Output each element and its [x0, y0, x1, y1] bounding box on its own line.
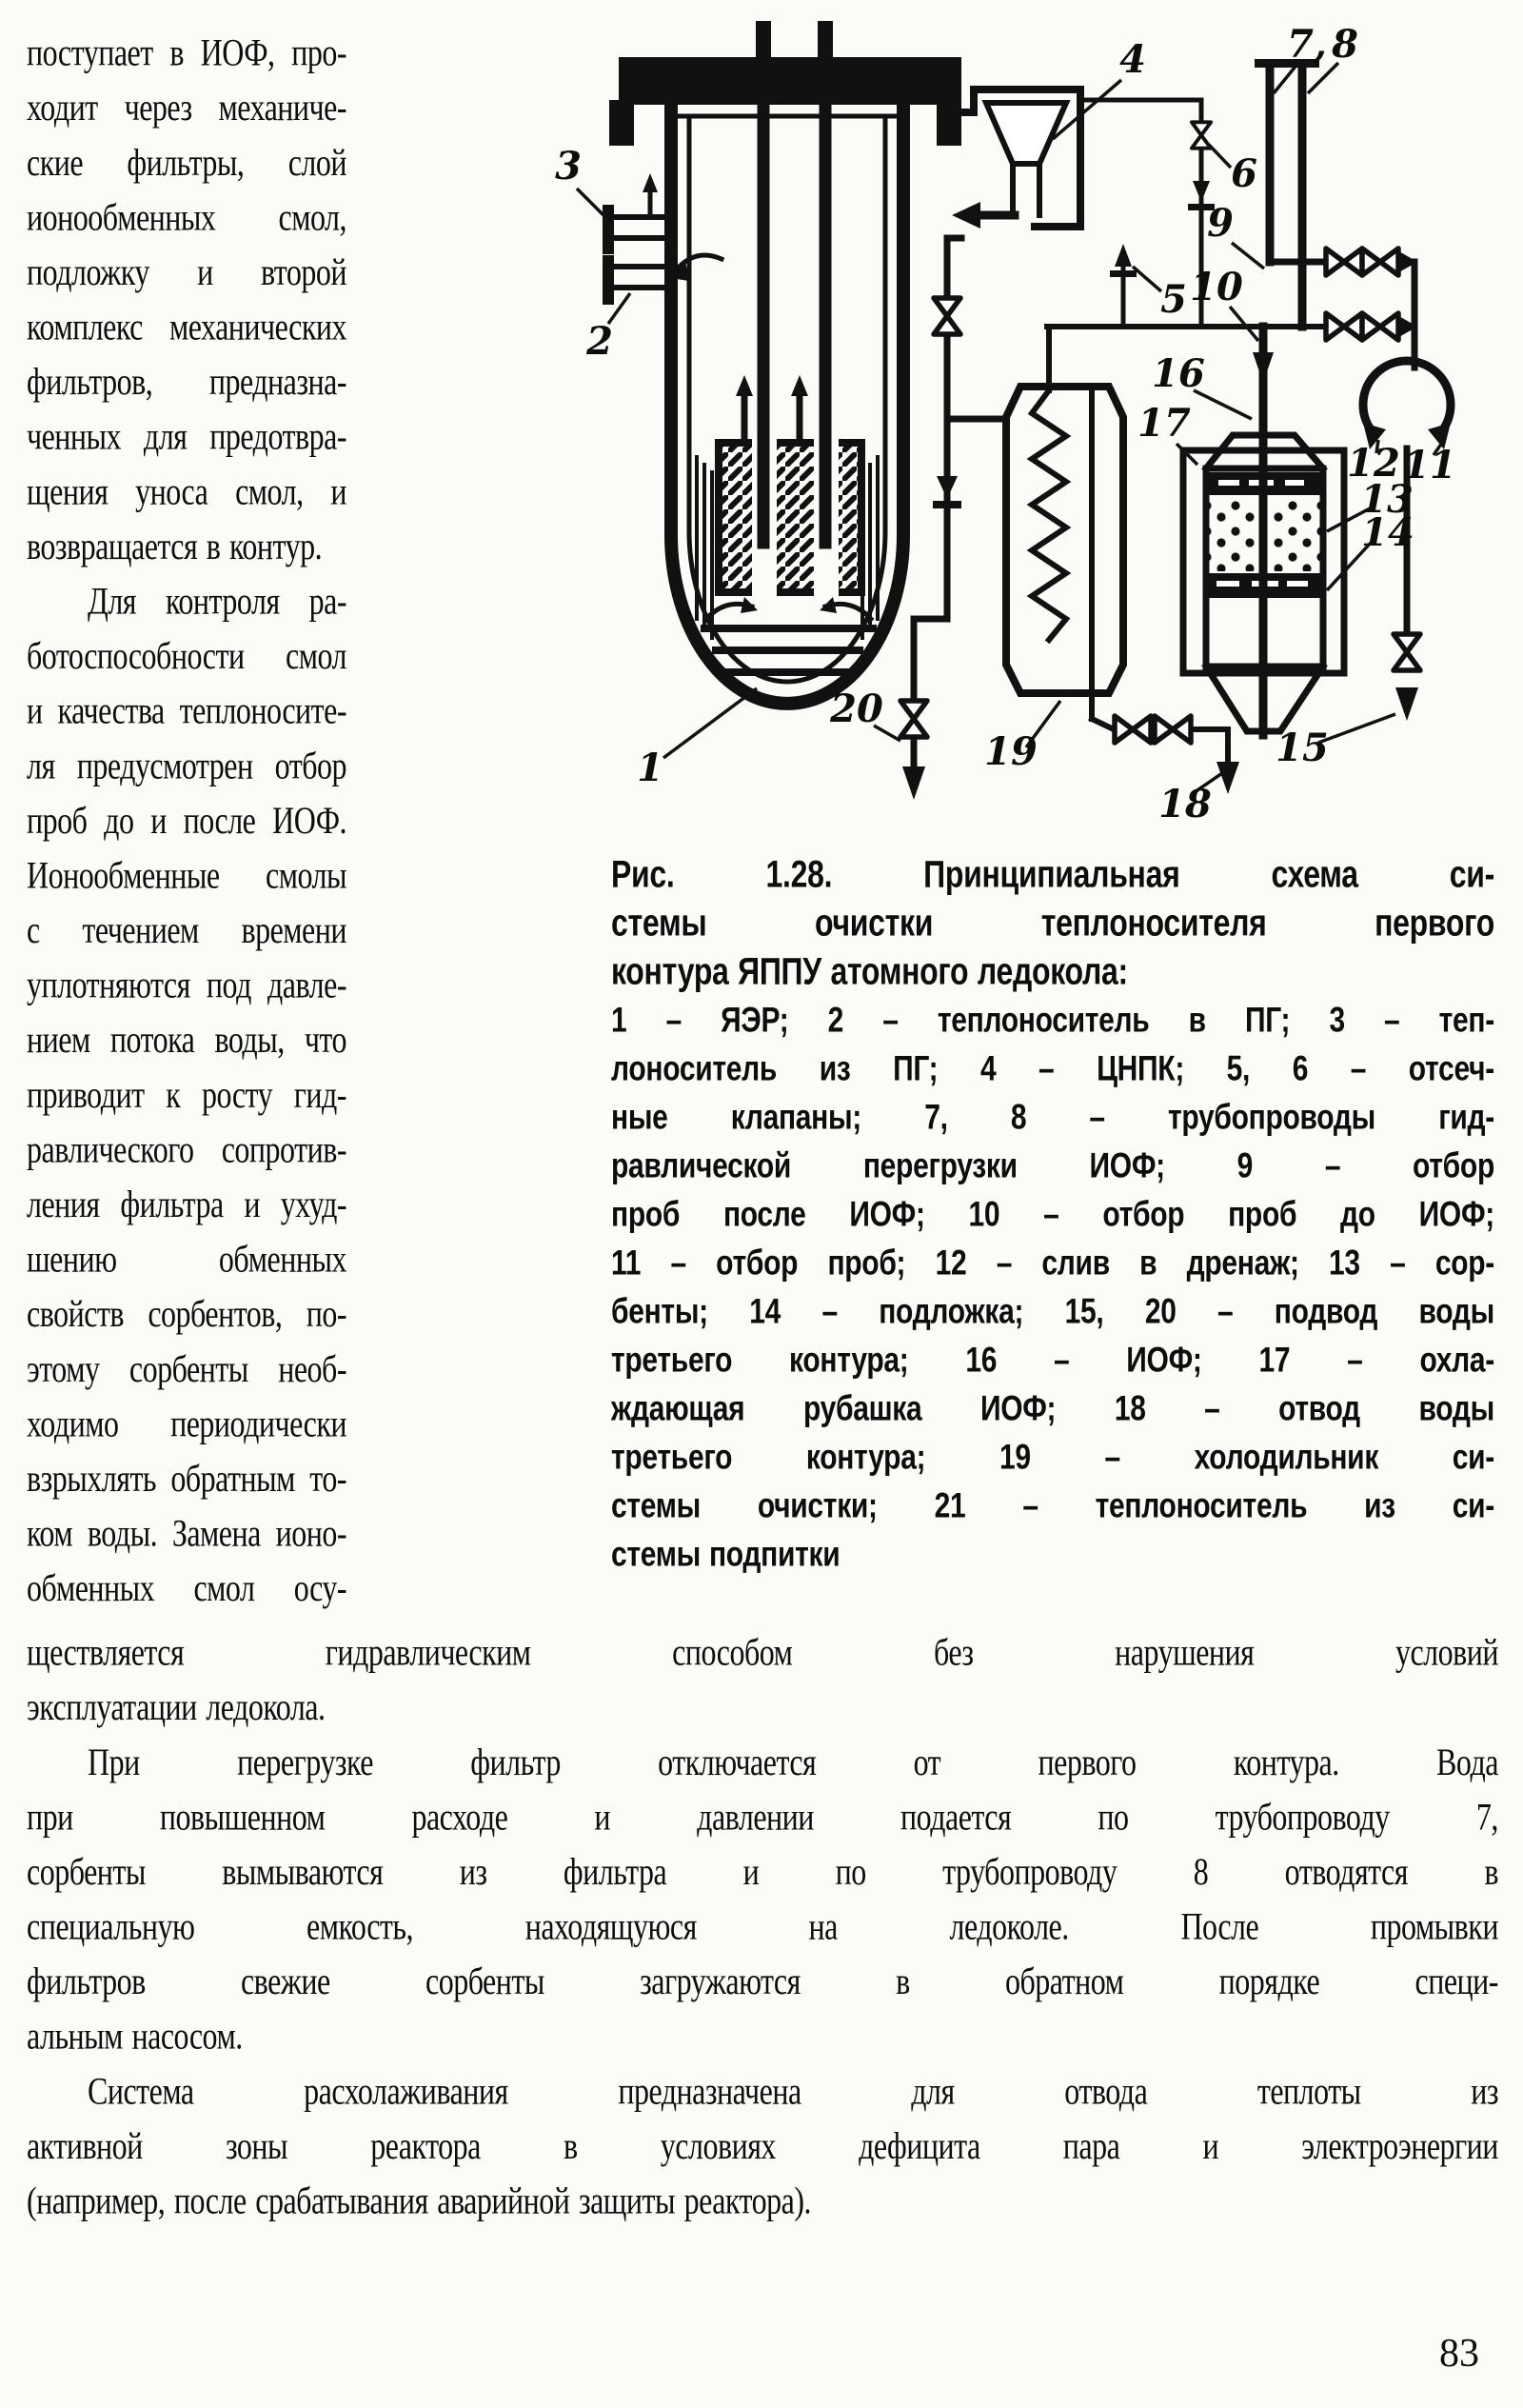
valve-icon	[1362, 249, 1398, 275]
flow-arrow-icon	[1395, 687, 1418, 721]
diagram-label-7: 7,	[1287, 22, 1327, 67]
text-line: третьего контура; 16 – ИОФ; 17 – охла-	[611, 1341, 1494, 1381]
sorbent-bed	[1272, 497, 1321, 571]
diagram-label-13: 13	[1360, 477, 1414, 522]
text-line: Рис. 1.28. Принципиальная схема си-	[611, 852, 1494, 896]
reactor-head-flange	[619, 57, 961, 105]
text-line: проб до и после ИОФ.	[27, 798, 346, 842]
figure-diagram	[371, 10, 1513, 830]
diagram-label-20: 20	[830, 687, 883, 731]
diagram-label-2: 2	[586, 319, 613, 364]
diagram-label-3: 3	[555, 144, 582, 189]
diagram-label-6: 6	[1231, 151, 1257, 196]
valve-icon	[1115, 716, 1151, 743]
valve-icon	[1155, 716, 1191, 743]
text-line: стемы подпитки	[611, 1535, 841, 1575]
text-line: комплекс механических	[27, 305, 346, 348]
text-line: стемы очистки; 21 – теплоноситель из си-	[611, 1486, 1494, 1526]
text-line: лоноситель из ПГ; 4 – ЦНПК; 5, 6 – отсеч-	[611, 1048, 1494, 1089]
text-line: этому сорбенты необ-	[27, 1346, 346, 1390]
diagram-label-11: 11	[1403, 443, 1456, 488]
cooling-coil-icon	[1032, 390, 1066, 640]
text-line: возвращается в контур.	[27, 524, 323, 567]
diagram-label-17: 17	[1137, 401, 1191, 446]
text-line: стемы очистки теплоносителя первого	[611, 901, 1494, 945]
diagram-label-12: 12	[1347, 441, 1400, 486]
text-line: При перегрузке фильтр отключается от первого контура. Вода	[88, 1740, 1498, 1783]
text-line: фильтров свежие сорбенты загружаются в обратном порядке специ-	[27, 1959, 1498, 2002]
text-line: Ионообменные смолы	[27, 853, 346, 897]
text-line: контура ЯППУ атомного ледокола:	[611, 949, 1128, 993]
text-line: щения уноса смол, и	[27, 468, 346, 513]
figure-caption-title	[611, 850, 1494, 996]
diagram-label-1: 1	[637, 746, 663, 790]
text-line: свойств сорбентов, по-	[27, 1291, 346, 1335]
flow-arrow-icon	[1216, 762, 1239, 794]
label-leader-line	[1209, 145, 1231, 168]
text-line: шению обменных	[27, 1237, 346, 1281]
diagram-label-5: 5	[1160, 277, 1187, 322]
text-line: 1 – ЯЭР; 2 – теплоноситель в ПГ; 3 – теп-	[611, 1000, 1494, 1041]
text-line: ные клапаны; 7, 8 – трубопроводы гид-	[611, 1097, 1494, 1138]
text-line: сорбенты вымываются из фильтра и по трубопроводу 8 отводятся в	[27, 1849, 1498, 1893]
text-line: Для контроля ра-	[88, 579, 346, 623]
text-line: Система расхолаживания предназначена для отвода теплоты из	[88, 2068, 1498, 2113]
text-line: ходимо периодически	[27, 1402, 346, 1445]
left-text-column	[27, 25, 346, 1615]
text-line: ля предусмотрен отбор	[27, 743, 346, 787]
valve-icon	[900, 701, 927, 737]
text-line: обменных смол осу-	[27, 1565, 346, 1609]
valve-icon	[1362, 313, 1398, 340]
diagram-label-15: 15	[1276, 726, 1329, 770]
inlet-pipe-from-sg	[603, 173, 664, 254]
text-line: и качества теплоносите-	[27, 688, 346, 732]
valve-icon	[1326, 313, 1362, 340]
text-line: подложку и второй	[27, 249, 346, 293]
page-number: 83	[1439, 2332, 1479, 2376]
text-line: специальную емкость, находящуюся на ледоколе. После промывки	[27, 1904, 1498, 1948]
text-line: активной зоны реактора в условиях дефицита пара и электроэнергии	[27, 2123, 1498, 2167]
valve-icon	[1326, 249, 1362, 275]
flow-arrow-icon	[1253, 352, 1274, 383]
flow-arrow-icon	[902, 766, 925, 800]
body-text	[27, 1624, 1498, 2228]
diagram-label-18: 18	[1158, 782, 1212, 826]
diagram-label-4: 4	[1119, 37, 1146, 82]
diagram-label-16: 16	[1152, 351, 1205, 396]
label-leader-line	[1318, 714, 1395, 743]
figure-caption	[611, 850, 1494, 1579]
text-line: 11 – отбор проб; 12 – слив в дренаж; 13 – сор-	[611, 1244, 1494, 1284]
text-line: альным насосом.	[27, 2014, 243, 2058]
diagram-label-8: 8	[1332, 22, 1358, 67]
text-line: ждающая рубашка ИОФ; 18 – отвод воды	[611, 1389, 1494, 1429]
diagram-label-10: 10	[1190, 265, 1243, 309]
text-line: ходит через механиче-	[27, 85, 346, 129]
text-line: равлического сопротив-	[27, 1127, 346, 1171]
text-line: поступает в ИОФ, про-	[27, 30, 346, 74]
text-line: равлической перегрузки ИОФ; 9 – отбор	[611, 1146, 1494, 1186]
text-line: бенты; 14 – подложка; 15, 20 – подвод воды	[611, 1292, 1494, 1332]
text-line: эксплуатации ледокола.	[27, 1684, 326, 1728]
valve-icon	[1192, 122, 1211, 148]
text-line: нием потока воды, что	[27, 1017, 346, 1061]
text-line: ществляется гидравлическим способом без нарушения условий	[27, 1630, 1498, 1674]
diagram-label-14: 14	[1361, 510, 1414, 555]
main-circulation-pump	[952, 90, 1080, 229]
text-line: ления фильтра и ухуд-	[27, 1182, 346, 1225]
diagram-label-19: 19	[984, 729, 1038, 774]
label-leader-line	[577, 189, 606, 218]
text-line: ионообменных смол,	[27, 195, 346, 239]
figure-caption-legend	[611, 996, 1494, 1579]
label-leader-line	[1177, 444, 1197, 465]
text-line: ские фильтры, слой	[27, 140, 346, 184]
water-level-lines	[704, 628, 873, 672]
text-line: фильтров, предназна-	[27, 359, 346, 403]
text-line: (например, после срабатывания аварийной защиты реактора).	[27, 2179, 811, 2222]
makeup-downpipe	[900, 238, 1006, 800]
text-line: с течением времени	[27, 907, 346, 951]
text-line: приводит к росту гид-	[27, 1072, 346, 1116]
text-line: ченных для предотвра-	[27, 414, 346, 458]
text-line: при повышенном расходе и давлении подается по трубопроводу 7,	[27, 1795, 1498, 1839]
label-leader-line	[1133, 267, 1161, 291]
text-line: проб после ИОФ; 10 – отбор проб до ИОФ;	[611, 1195, 1494, 1235]
sorbent-bed	[1208, 497, 1256, 571]
reactor-vessel	[603, 21, 961, 704]
diagram-label-9: 9	[1207, 201, 1234, 246]
ion-exchange-filter	[1183, 327, 1344, 735]
text-line: уплотняются под давле-	[27, 963, 346, 1006]
label-leader-line	[663, 688, 757, 758]
text-line: третьего контура; 19 – холодильник си-	[611, 1438, 1494, 1478]
reactor-core	[719, 443, 861, 592]
valve-icon	[1394, 634, 1420, 670]
text-line: взрыхлять обратным то-	[27, 1456, 346, 1500]
valve-icon	[934, 298, 960, 334]
outlet-pipe-to-sg	[603, 255, 722, 305]
text-line: ком воды. Замена ионо-	[27, 1511, 346, 1555]
text-line: ботоспособности смол	[27, 633, 346, 677]
